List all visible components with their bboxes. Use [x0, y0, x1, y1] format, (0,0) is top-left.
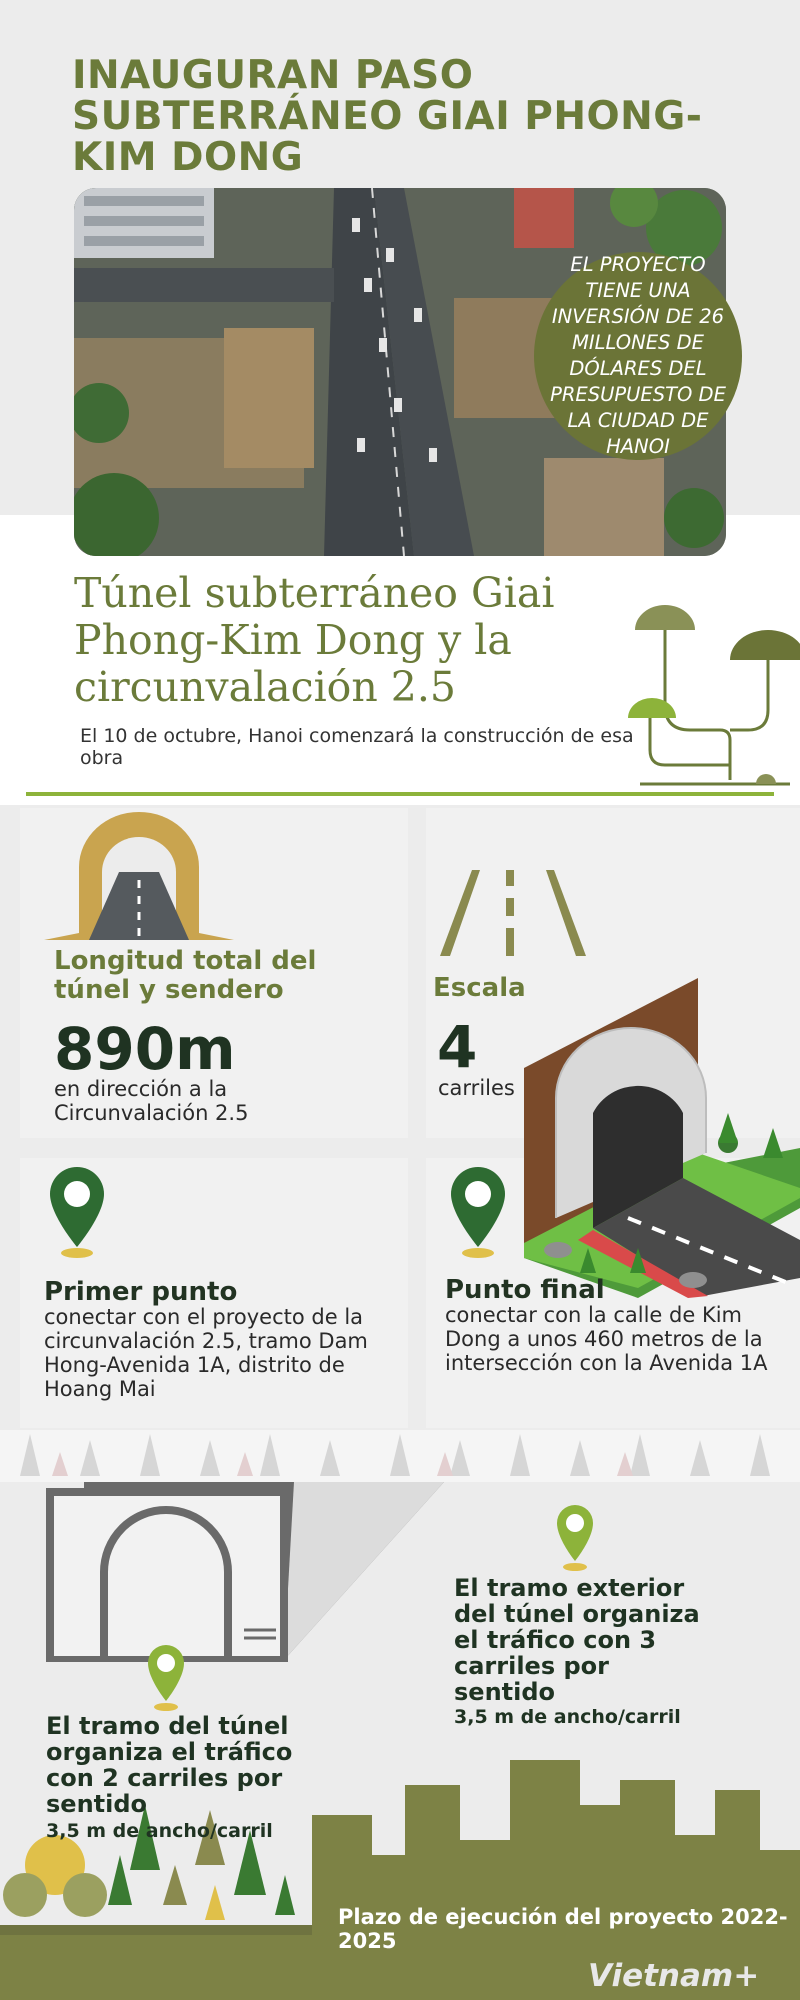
section-subtitle: Túnel subterráneo Giai Phong-Kim Dong y la circunvalación 2.5: [74, 569, 555, 711]
length-heading: Longitud total del túnel y sendero: [54, 946, 317, 1005]
start-point-text: conectar con el proyecto de la circunvalación 2.5, tramo Dam Hong-Avenida 1A, distrito de Hoang Mai: [44, 1305, 368, 1401]
investment-badge: EL PROYECTO TIENE UNA INVERSIÓN DE 26 MILLONES DE DÓLARES DEL PRESUPUESTO DE LA CIUDAD DE HANOI: [534, 252, 742, 460]
scale-value: 4: [437, 1013, 478, 1081]
decorative-tree-row: [0, 1430, 800, 1482]
section-divider: [26, 792, 774, 796]
length-value: 890m: [54, 1015, 236, 1083]
end-point-heading: Punto final: [445, 1275, 605, 1305]
length-text: en dirección a la Circunvalación 2.5: [54, 1077, 249, 1125]
road-lanes-icon: [438, 870, 588, 956]
outer-section-lane-width: 3,5 m de ancho/carril: [454, 1706, 681, 1728]
scale-text: carriles: [438, 1076, 515, 1100]
scale-heading: Escala: [433, 973, 526, 1003]
tunnel-section-lane-width: 3,5 m de ancho/carril: [46, 1820, 273, 1842]
tunnel-section-heading: El tramo del túnel organiza el tráfico con 2 carriles por sentido: [46, 1712, 293, 1818]
start-point-heading: Primer punto: [44, 1277, 238, 1307]
outer-section-heading: El tramo exterior del túnel organiza el tráfico con 3 carriles por sentido: [454, 1574, 700, 1706]
map-pin-icon: [449, 1165, 507, 1261]
tunnel-entrance-illustration: [518, 978, 800, 1298]
tree-illustration: [620, 600, 800, 790]
map-pin-icon: [48, 1165, 106, 1261]
vietnam-plus-logo: Vietnam+: [588, 1958, 760, 1994]
project-schedule: Plazo de ejecución del proyecto 2022-2025: [338, 1905, 788, 1953]
page-title: INAUGURAN PASO SUBTERRÁNEO GIAI PHONG-KIM DONG: [72, 53, 703, 180]
intro-lede: El 10 de octubre, Hanoi comenzará la construcción de esa obra: [80, 725, 634, 769]
tunnel-icon: [44, 812, 234, 940]
end-point-text: conectar con la calle de Kim Dong a unos 460 metros de la intersección con la Avenida 1A: [445, 1303, 768, 1375]
tunnel-cross-section-diagram: [44, 1482, 444, 1662]
map-pin-icon: [146, 1643, 186, 1713]
map-pin-icon: [555, 1503, 595, 1573]
